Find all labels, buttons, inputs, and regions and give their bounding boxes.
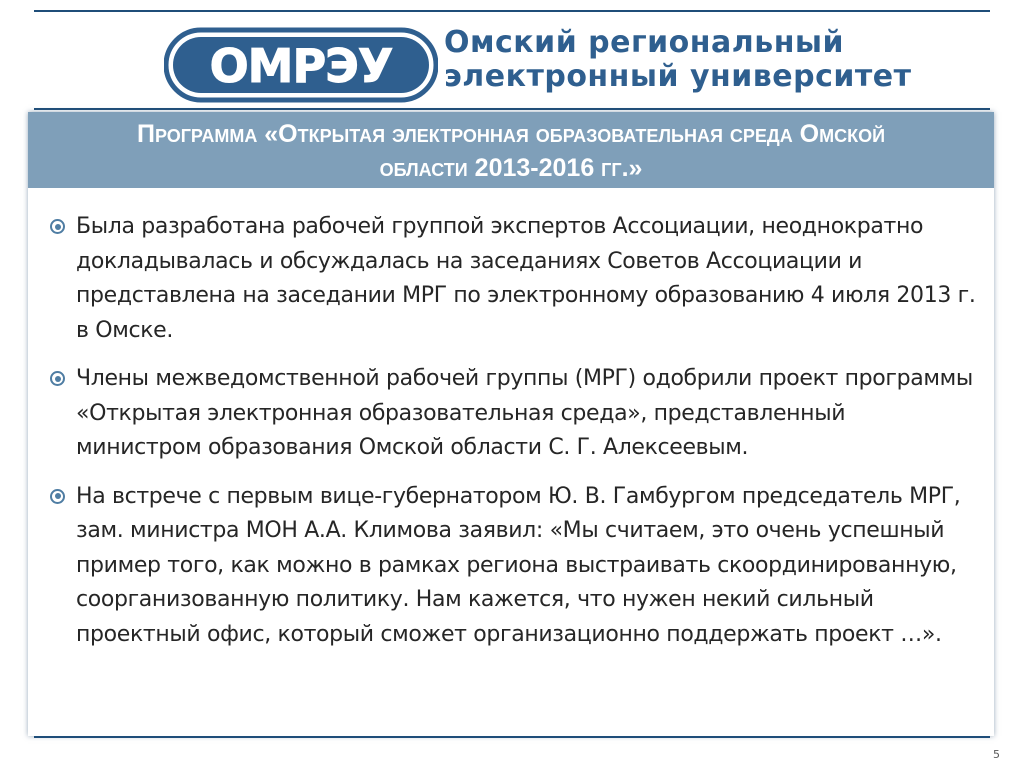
logo-text: ОМРЭУ — [209, 39, 393, 93]
circled-dot-icon — [50, 219, 65, 234]
page-number: 5 — [993, 748, 1000, 761]
circled-dot-icon — [50, 371, 65, 386]
university-name-line1: Омский региональный — [444, 25, 845, 60]
bullet-text: На встрече с первым вице-губернатором Ю. В. Гамбургом председатель МРГ, зам. министра МОН А.А. Климова заявил: «Мы считаем, это очень успешный пример того, как можно в рамках региона выстраивать скоординированную, соорганизованную политику. Нам кажется, что нужен некий сильный проектный офис, который сможет организационно поддержать проект …». — [76, 483, 961, 647]
omreu-logo — [164, 24, 438, 106]
circled-dot-icon — [50, 489, 65, 504]
header-divider — [34, 108, 990, 110]
slide-title-line1: Программа «Открытая электронная образовательная среда Омской — [136, 120, 886, 148]
bullet-item — [46, 362, 976, 466]
university-name-line2: электронный университет — [444, 59, 912, 94]
top-divider — [34, 10, 990, 12]
bullet-text: Члены межведомственной рабочей группы (МРГ) одобрили проект программы «Открытая электронная образовательная среда», представленный министром образования Омской области С. Г. Алексеевым. — [76, 366, 973, 460]
slide-title-line2: области 2013-2016 гг.» — [379, 154, 643, 182]
header — [30, 14, 994, 106]
bullet-text: Была разработана рабочей группой экспертов Ассоциации, неоднократно докладывалась и обсуждалась на заседаниях Советов Ассоциации и представлена на заседании МРГ по электронному образованию 4 июля 2013 г. в Омске. — [76, 214, 976, 343]
bullet-item — [46, 480, 976, 653]
bottom-divider — [34, 736, 990, 738]
bullet-list — [46, 210, 976, 666]
slide-title — [28, 112, 994, 188]
university-name — [444, 26, 1004, 94]
bullet-item — [46, 210, 976, 348]
